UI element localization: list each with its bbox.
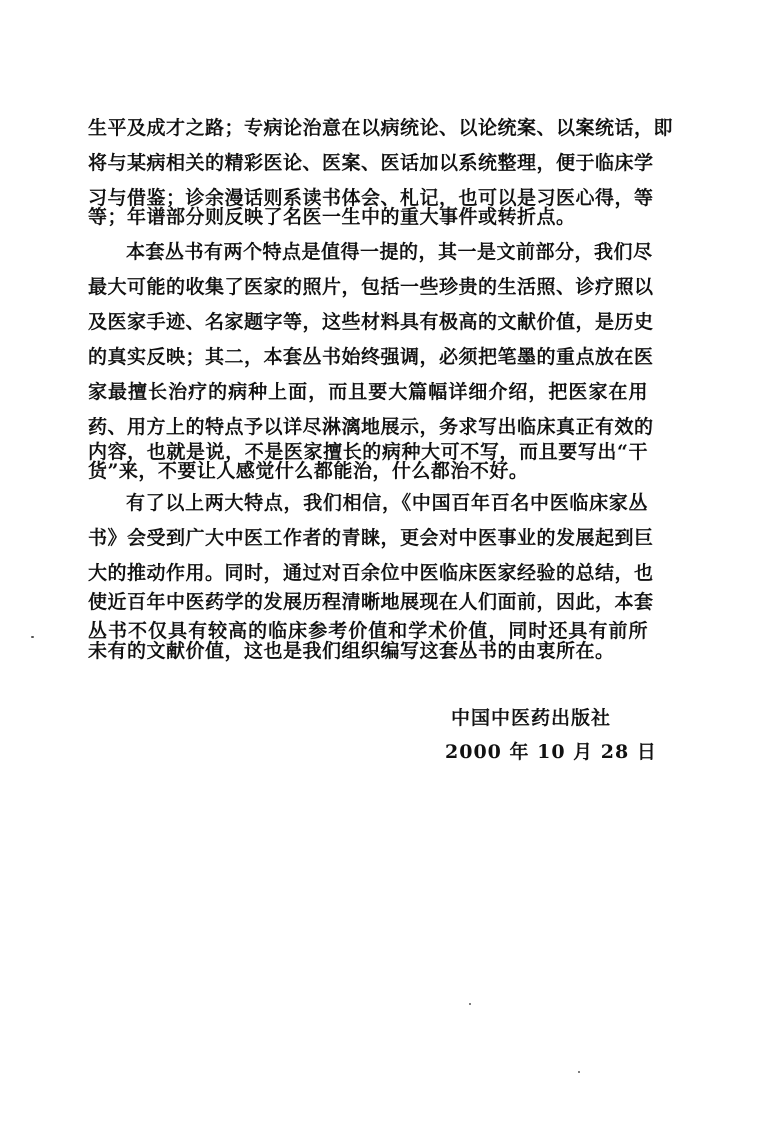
paragraph-line: 生平及成才之路；专病论治意在以病统论、以论统案、以案统话，即 [88, 117, 674, 139]
paragraph-line: 将与某病相关的精彩医论、医案、医话加以系统整理，便于临床学 [88, 152, 654, 174]
scan-speck [578, 1071, 580, 1073]
paragraph-line: 家最擅长治疗的病种上面，而且要大篇幅详细介绍，把医家在用 [88, 381, 648, 403]
paragraph-line: 最大可能的收集了医家的照片，包括一些珍贵的生活照、诊疗照以 [88, 276, 654, 298]
paragraph-line: 等；年谱部分则反映了名医一生中的重大事件或转折点。 [88, 206, 576, 228]
paragraph-line: 丛书不仅具有较高的临床参考价值和学术价值，同时还具有前所 [88, 620, 648, 642]
paragraph-line: 药、用方上的特点予以详尽淋漓地展示，务求写出临床真正有效的 [88, 416, 654, 438]
paragraph-line: 及医家手迹、名家题字等，这些材料具有极高的文献价值，是历史 [88, 311, 654, 333]
scan-speck [469, 1003, 471, 1005]
paragraph-line: 习与借鉴；诊余漫话则系读书体会、札记，也可以是习医心得，等 [88, 187, 654, 209]
paragraph-line: 大的推动作用。同时，通过对百余位中医临床医家经验的总结，也 [88, 562, 654, 584]
paragraph-line: 使近百年中医药学的发展历程清晰地展现在人们面前，因此，本套 [88, 591, 654, 613]
paragraph-line: 书》会受到广大中医工作者的青睐，更会对中医事业的发展起到巨 [88, 527, 654, 549]
paragraph-line: 内容，也就是说，不是医家擅长的病种大可不写，而且要写出“干 [88, 441, 648, 463]
publication-date: 2000 年 10 月 28 日 [445, 741, 657, 763]
publisher-name: 中国中医药出版社 [451, 707, 612, 729]
paragraph-line: 货”来，不要让人感觉什么都能治，什么都治不好。 [88, 460, 529, 482]
paragraph-line: 有了以上两大特点，我们相信，《中国百年百名中医临床家丛 [126, 492, 648, 514]
paragraph-line: 未有的文献价值，这也是我们组织编写这套丛书的由衷所在。 [88, 640, 615, 662]
paragraph-line: 本套丛书有两个特点是值得一提的，其一是文前部分，我们尽 [126, 241, 653, 263]
scan-speck [31, 636, 34, 638]
paragraph-line: 的真实反映；其二，本套丛书始终强调，必须把笔墨的重点放在医 [88, 346, 654, 368]
